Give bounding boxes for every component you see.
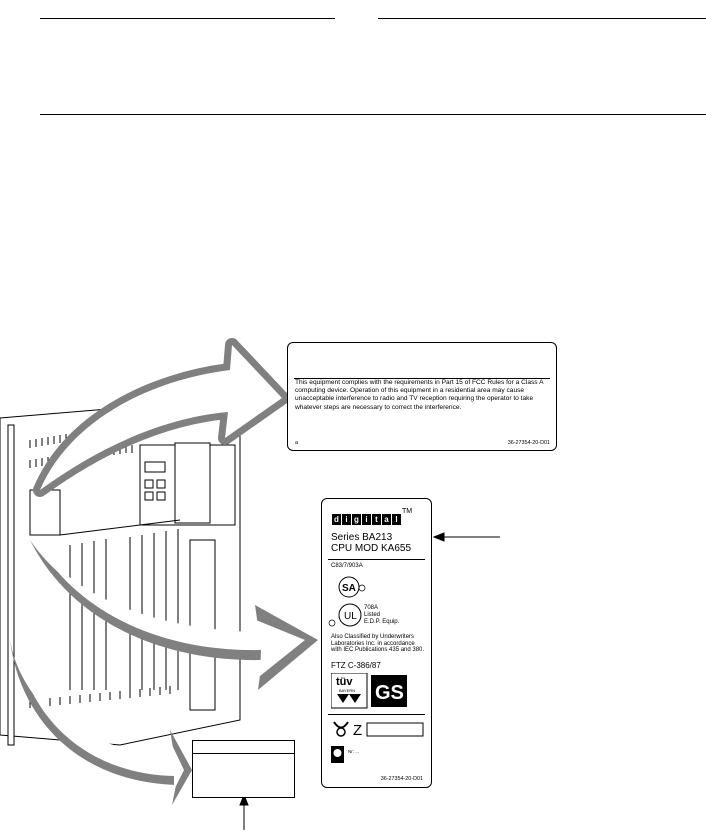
series-text: Series BA213 [331, 532, 393, 543]
pointer-arrow-regulatory [434, 533, 500, 541]
svg-text:Z: Z [353, 722, 363, 739]
ul-text-2: Listed [364, 612, 381, 618]
svg-text:BAYERN: BAYERN [339, 688, 356, 693]
ftz-number: FTZ C-386/87 [331, 661, 381, 670]
label-divider-1 [328, 559, 425, 560]
label-divider-2 [328, 714, 425, 715]
pointer-arrow-blank [240, 795, 248, 830]
crest-note: Nr: ... [348, 749, 359, 754]
fcc-label-mark: a [295, 440, 298, 446]
regulatory-label [321, 498, 432, 788]
digital-logo: d i g i t a l [332, 514, 401, 525]
svg-text:SA: SA [342, 583, 356, 594]
svg-text:GS: GS [375, 682, 404, 704]
blank-label-divider [193, 753, 294, 754]
trademark-symbol: TM [402, 508, 413, 515]
ul-text-1: 708A [364, 605, 379, 611]
ul-text-3: E.D.P. Equip. [364, 619, 400, 625]
tuv-gs-mark-icon [331, 673, 416, 709]
fcc-label-text: This equipment complies with the requirements in Part 15 of FCC Rules for a Class A computing device. Operation of this equipment in a residential area may cause unacceptable interference to radio and TV reception requiring the operator to take whatever steps are necessary to correct the interference. [295, 379, 544, 411]
ul-mark-icon [328, 601, 362, 629]
blank-label [192, 740, 295, 798]
cpu-mod-text: CPU MOD KA655 [331, 543, 412, 554]
crest-mark-icon [331, 746, 345, 764]
regulatory-label-part-number: 36-27354-20-D01 [380, 776, 423, 783]
fcc-compliance-label [287, 342, 557, 451]
ul-classified-text: Also Classified by Underwriters Laboratories Inc. in accordance with IEC Publications 435 and 380. [331, 634, 425, 654]
svg-text:tüv: tüv [336, 676, 353, 688]
svg-text:UL: UL [344, 611, 357, 622]
csa-mark-icon [338, 575, 366, 599]
post-z-mark-icon [331, 719, 426, 739]
fcc-label-part-number: 36-27354-20-D01 [507, 440, 550, 446]
csa-number: C83/7/903A [331, 563, 363, 569]
